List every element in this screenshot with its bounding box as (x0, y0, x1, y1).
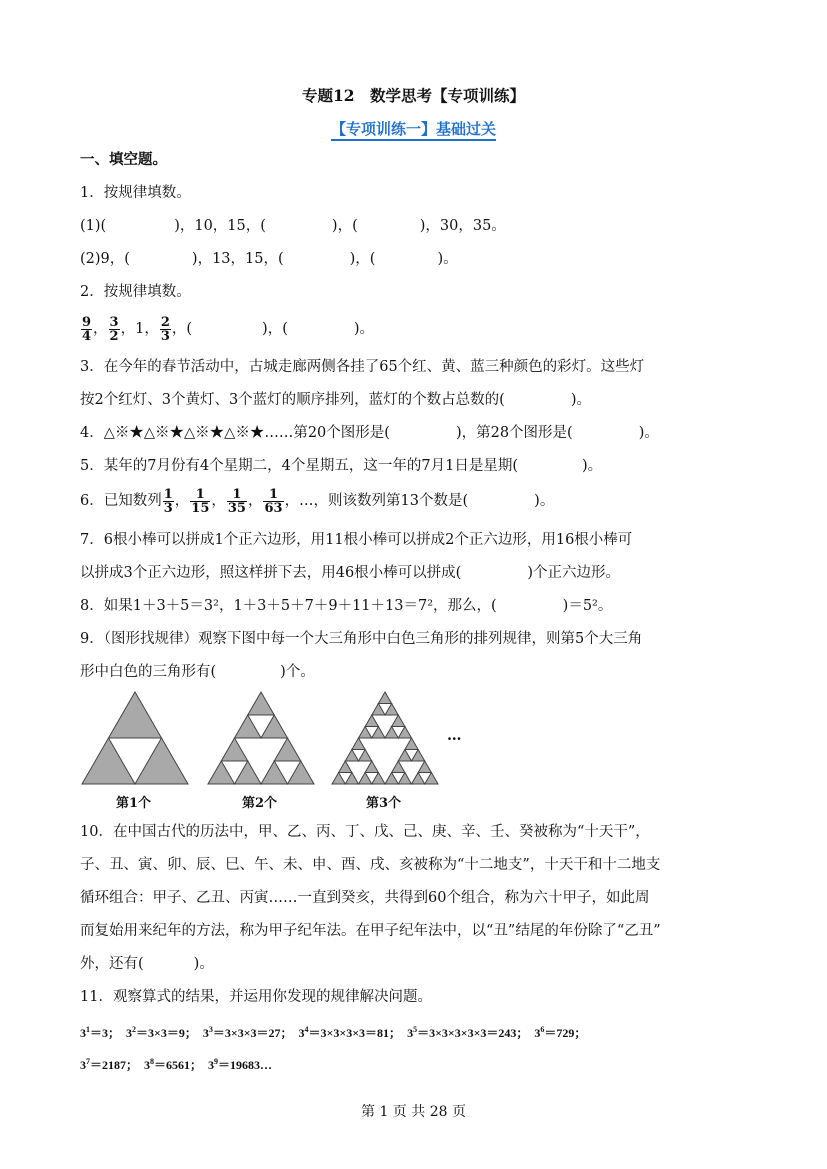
power-eq: $3^5=3\times 3\times 3\times 3\times 3=243$； (407, 1025, 529, 1040)
q10-line3: 循环组合：甲子、乙丑、丙寅……一直到癸亥，共得到60个组合，称为六十甲子，如此周 (80, 890, 650, 906)
fraction: $\frac{1}{35}$ (227, 486, 246, 516)
q9-line2: 形中白色的三角形有( )个。 (80, 664, 315, 680)
q2-stem: 2．按规律填数。 (80, 284, 191, 300)
q3-line1: 3．在今年的春节活动中，古城走廊两侧各挂了65个红、黄、蓝三种颜色的彩灯。这些灯 (80, 359, 645, 375)
q2-sequence: $\frac{9}{4}$ ， $\frac{3}{2}$ ，1， $\frac{2}{3}$ ，( )，( )。 (82, 314, 375, 344)
q1-part-a: (1)( )，10，15，( )，( )，30，35。 (80, 218, 506, 234)
q9-line1: 9．（图形找规律）观察下图中每一个大三角形中白色三角形的排列规律，则第5个大三角 (80, 631, 643, 647)
q6: 6．已知数列 $\frac{1}{3}$ ， $\frac{1}{15}$ ， $\frac{1}{35}$ ， $\frac{1}{63}$ ，…，则该数列第13个数是( )。 (80, 486, 555, 516)
page-title: 专题12 数学思考【专项训练】 (301, 86, 526, 105)
figure-label-2: 第2个 (242, 796, 278, 811)
q11-stem: 11．观察算式的结果，并运用你发现的规律解决问题。 (80, 989, 432, 1005)
section-subtitle (0, 118, 827, 139)
power-eq: $3^9=19683\dots$ (208, 1057, 273, 1072)
page-footer: 第 1 页 共 28 页 (361, 1104, 466, 1120)
figure-label-3: 第3个 (366, 796, 402, 811)
q1-stem: 1．按规律填数。 (80, 185, 191, 201)
q7-line1: 7．6根小棒可以拼成1个正六边形，用11根小棒可以拼成2个正六边形，用16根小棒可 (80, 532, 633, 548)
q10-line1: 10．在中国古代的历法中，甲、乙、丙、丁、戊、己、庚、辛、壬、癸被称为“十天干”， (80, 824, 650, 840)
q4: 4．△※★△※★△※★△※★……第20个图形是( )，第28个图形是( )。 (80, 425, 659, 441)
section-heading: 一、填空题。 (80, 151, 167, 168)
q8: 8．如果1＋3＋5＝3²，1＋3＋5＋7＋9＋11＋13＝7²，那么，( )＝5²。 (80, 598, 613, 614)
fraction: $\frac{1}{63}$ (264, 486, 283, 516)
figure-ellipsis: … (447, 727, 462, 744)
figure-label-1: 第1个 (116, 796, 152, 811)
q10-line4: 而复始用来纪年的方法，称为甲子纪年法。在甲子纪年法中，以“丑”结尾的年份除了“乙丑” (80, 923, 661, 939)
power-eq: $3^4=3\times 3\times 3\times 3=81$； (298, 1025, 402, 1040)
power-eq: $3^1=3$； (80, 1025, 121, 1040)
power-eq: $3^7=2187$； (80, 1057, 139, 1072)
triangle-figure-2 (206, 690, 316, 786)
q11-powers-row2 (80, 1052, 272, 1075)
q10-line2: 子、丑、寅、卯、辰、巳、午、未、申、酉、戌、亥被称为“十二地支”，十天干和十二地支 (80, 857, 661, 873)
fraction: $\frac{9}{4}$ (82, 314, 92, 344)
fraction: $\frac{1}{3}$ (163, 486, 173, 516)
subtitle-text: 【专项训练一】基础过关 (331, 120, 496, 141)
fraction: $\frac{1}{15}$ (191, 486, 210, 516)
q7-line2: 以拼成3个正六边形，照这样拼下去，用46根小棒可以拼成( )个正六边形。 (80, 565, 621, 581)
triangle-figure-1 (80, 690, 190, 786)
q11-powers-row1 (80, 1020, 586, 1043)
q3-line2: 按2个红灯、3个黄灯、3个蓝灯的顺序排列，蓝灯的个数占总数的( )。 (80, 392, 592, 408)
power-eq: $3^2=3\times 3=9$； (126, 1025, 197, 1040)
power-eq: $3^3=3\times 3\times 3=27$； (202, 1025, 293, 1040)
fraction: $\frac{3}{2}$ (109, 314, 119, 344)
fraction: $\frac{2}{3}$ (160, 314, 170, 344)
triangle-figure-3 (330, 690, 440, 786)
q10-line5: 外，还有( )。 (80, 956, 214, 972)
q1-part-b: (2)9，( )，13，15，( )，( )。 (80, 251, 458, 267)
power-eq: $3^6=729$； (534, 1025, 587, 1040)
power-eq: $3^8=6561$； (144, 1057, 203, 1072)
q5: 5．某年的7月份有4个星期二，4个星期五，这一年的7月1日是星期( )。 (80, 458, 603, 474)
